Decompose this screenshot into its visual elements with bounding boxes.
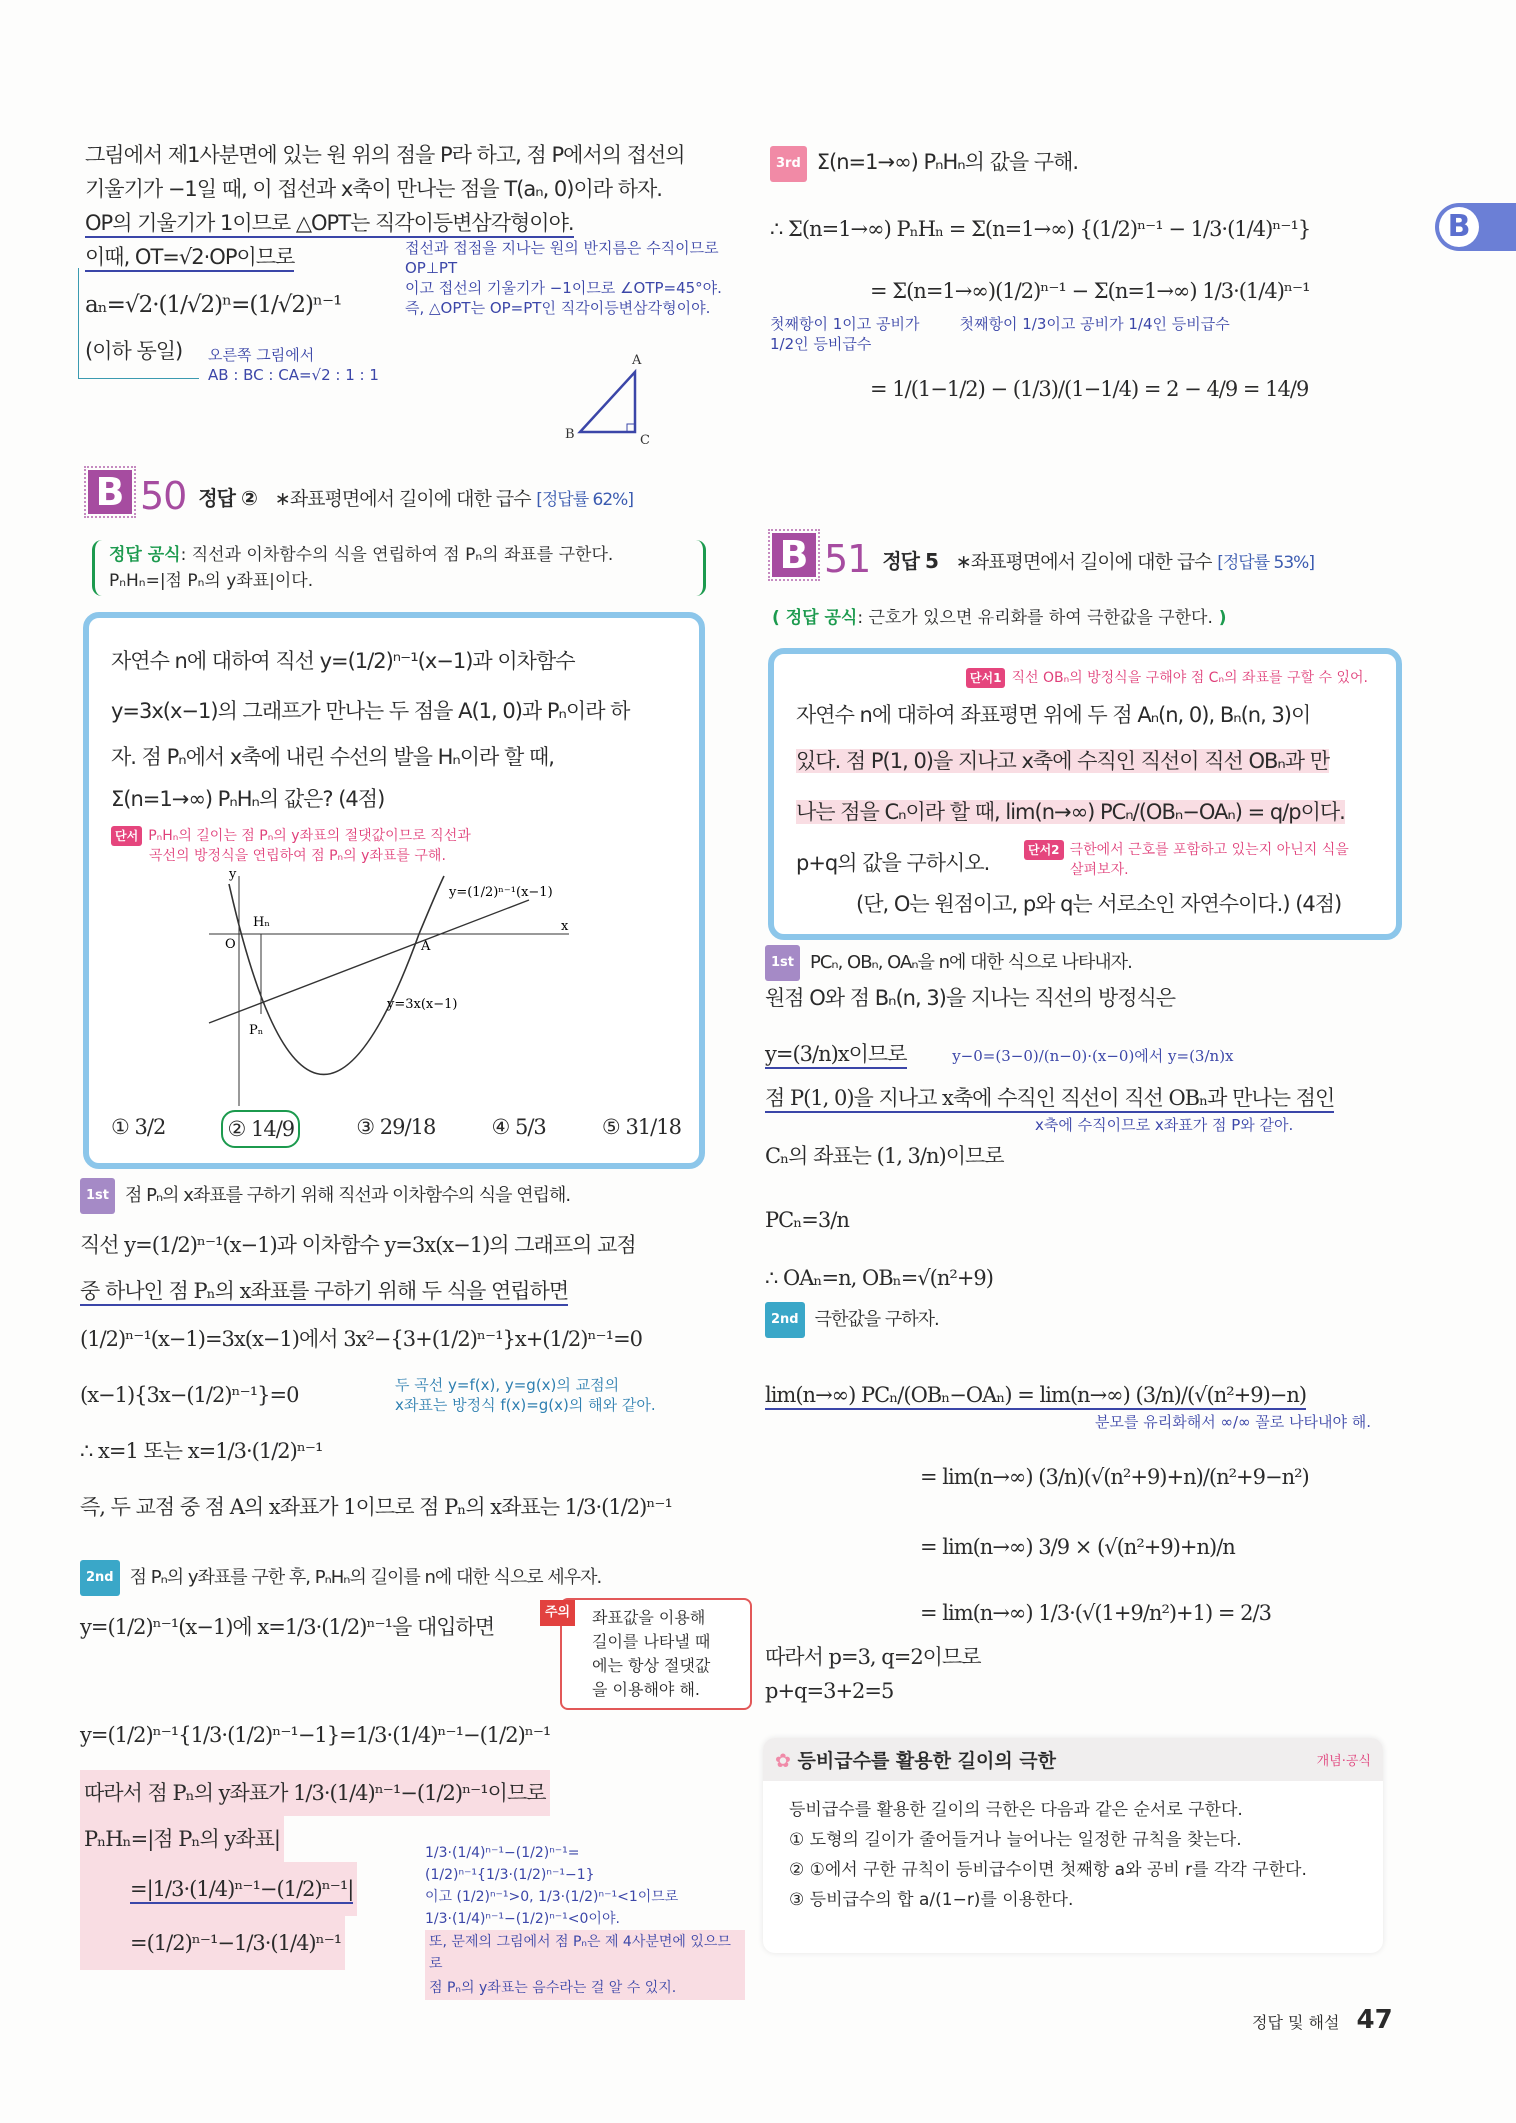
- formula: ∴ OAₙ=n, OBₙ=√(n²+9): [765, 1266, 993, 1290]
- tab-letter: B: [1439, 207, 1479, 247]
- note-line: AB : BC : CA=√2 : 1 : 1: [208, 366, 379, 384]
- step-badge: 2nd: [80, 1560, 120, 1596]
- formula: ∴ x=1 또는 x=1/3·(1/2)ⁿ⁻¹: [80, 1439, 323, 1463]
- origin-label: O: [225, 937, 236, 952]
- hint-line: 곡선의 방정식을 연립하여 점 Pₙ의 y좌표를 구해.: [149, 848, 446, 864]
- hint: [111, 826, 471, 866]
- page-footer: [1252, 2005, 1393, 2035]
- side-note: [425, 1842, 745, 2000]
- highlighted-line: 나는 점을 Cₙ이라 할 때, lim(n→∞) PCₙ/(OBₙ−OAₙ) = q/p이다.: [796, 800, 1345, 824]
- formula-text: PₙHₙ=|점 Pₙ의 y좌표|이다.: [109, 571, 314, 591]
- side-note: x축에 수직이므로 x좌표가 점 P와 같아.: [1035, 1116, 1294, 1134]
- footer-label: 정답 및 해설: [1252, 2013, 1340, 2032]
- b50-problem-box: [83, 612, 705, 1169]
- connector-line: [78, 268, 199, 379]
- b50-header: [88, 470, 633, 517]
- note-line: 두 곡선 y=f(x), y=g(x)의 교점의: [395, 1376, 620, 1394]
- formula: = lim(n→∞) 1/3·(√(1+9/n²)+1) = 2/3: [920, 1601, 1271, 1625]
- choice-5[interactable]: ⑤ 31/18: [601, 1115, 681, 1139]
- b51-step2: [765, 1302, 1371, 1708]
- hint-badge: 단서1: [966, 668, 1006, 688]
- choice-4[interactable]: ④ 5/3: [491, 1115, 546, 1139]
- side-note: y−0=(3−0)/(n−0)·(x−0)에서 y=(3/n)x: [952, 1047, 1234, 1065]
- step-title: PCₙ, OBₙ, OAₙ을 n에 대한 식으로 나타내자.: [810, 952, 1132, 973]
- note-line: 1/2인 등비급수: [770, 335, 872, 353]
- caution-line: 길이를 나타낼 때: [592, 1632, 711, 1651]
- problem-number: 51: [824, 537, 871, 581]
- formula: aₙ=√2·(1/√2)ⁿ=(1/√2)ⁿ⁻¹: [85, 292, 342, 318]
- highlighted-line: 따라서 점 Pₙ의 y좌표가 1/3·(1/4)ⁿ⁻¹−(1/2)ⁿ⁻¹이므로: [80, 1770, 550, 1816]
- underlined-text: 점 P(1, 0)을 지나고 x축에 수직인 직선이 직선 OBₙ과 만나는 점인: [765, 1086, 1334, 1113]
- problem-line: p+q의 값을 구하시오.: [796, 851, 990, 875]
- formula-text: : 근호가 있으면 유리화를 하여 극한값을 구한다.: [857, 608, 1213, 628]
- axis-label: x: [561, 919, 569, 934]
- caution-line: 좌표값을 이용해: [592, 1608, 706, 1627]
- note-line: 첫째항이 1이고 공비가: [770, 315, 920, 333]
- choice-1[interactable]: ① 3/2: [111, 1115, 166, 1139]
- caution-line: 에는 항상 절댓값: [592, 1656, 711, 1675]
- note-line: 오른쪽 그림에서: [208, 346, 315, 364]
- section-tab[interactable]: [1435, 203, 1516, 251]
- flower-icon: ✿: [775, 1750, 791, 1772]
- side-note: [395, 1375, 656, 1415]
- b51-step1: [765, 945, 1334, 1295]
- note-line: 첫째항이 1/3이고 공비가 1/4인 등비급수: [959, 315, 1230, 333]
- concept-line: ① 도형의 길이가 줄어들거나 늘어나는 일정한 규칙을 찾는다.: [789, 1830, 1242, 1850]
- step-title: 점 Pₙ의 y좌표를 구한 후, PₙHₙ의 길이를 n에 대한 식으로 세우자.: [129, 1567, 602, 1588]
- answer-choices: [111, 1110, 681, 1148]
- side-note: 분모를 유리화해서 ∞/∞ 꼴로 나타내야 해.: [1095, 1413, 1372, 1431]
- note-line: 이고 접선의 기울기가 −1이므로 ∠OTP=45°야.: [405, 279, 722, 297]
- note-line: 이고 (1/2)ⁿ⁻¹>0, 1/3·(1/2)ⁿ⁻¹<1이므로: [425, 1889, 679, 1905]
- step-badge: 1st: [765, 945, 800, 981]
- correct-rate: [정답률 62%]: [536, 490, 633, 510]
- highlighted-line: 있다. 점 P(1, 0)을 지나고 x축에 수직인 직선이 직선 OBₙ과 만: [796, 749, 1330, 773]
- concept-line: ② ①에서 구한 규칙이 등비급수이면 첫째항 a와 공비 r를 각각 구한다.: [789, 1860, 1307, 1880]
- hint: [1024, 840, 1349, 880]
- hint-line: 직선 OBₙ의 방정식을 구해야 점 Cₙ의 좌표를 구할 수 있어.: [1011, 670, 1368, 686]
- highlighted-line: PₙHₙ=|점 Pₙ의 y좌표|: [80, 1816, 284, 1862]
- problem-letter: B: [88, 470, 132, 514]
- b51-header: [772, 533, 1314, 580]
- formula: = lim(n→∞) 3/9 × (√(n²+9)+n)/n: [920, 1535, 1235, 1559]
- step-badge: 2nd: [765, 1302, 805, 1338]
- point-label: Hₙ: [253, 915, 270, 930]
- note-line: 접선과 접점을 지나는 원의 반지름은 수직이므로 OP⊥PT: [405, 239, 719, 277]
- hint-line: 극한에서 근호를 포함하고 있는지 아닌지 식을: [1069, 842, 1349, 858]
- formula: = Σ(n=1→∞)(1/2)ⁿ⁻¹ − Σ(n=1→∞) 1/3·(1/4)ⁿ⁻¹: [870, 279, 1310, 303]
- concept-line: 등비급수를 활용한 길이의 극한은 다음과 같은 순서로 구한다.: [789, 1800, 1243, 1820]
- topic: ∗좌표평면에서 길이에 대한 급수: [955, 551, 1212, 573]
- formula: = lim(n→∞) (3/n)(√(n²+9)+n)/(n²+9−n²): [920, 1465, 1309, 1489]
- function-graph: [199, 868, 579, 1108]
- text-line: (이하 동일): [85, 339, 183, 363]
- caution-box: [545, 1598, 752, 1710]
- answer: 정답 ②: [198, 486, 257, 510]
- underlined-text: 중 하나인 점 Pₙ의 x좌표를 구하기 위해 두 식을 연립하면: [80, 1279, 568, 1306]
- formula: 즉, 두 교점 중 점 A의 x좌표가 1이므로 점 Pₙ의 x좌표는 1/3·(1/2)ⁿ⁻¹: [80, 1495, 672, 1519]
- hint-badge: 단서: [111, 826, 142, 846]
- caution-badge: 주의: [540, 1600, 575, 1626]
- vertex-label: C: [640, 433, 650, 445]
- formula: lim(n→∞) PCₙ/(OBₙ−OAₙ) = lim(n→∞) (3/n)/(√(n²+9)−n): [765, 1383, 1306, 1410]
- step-badge: 3rd: [770, 146, 807, 182]
- text-line: p+q=3+2=5: [765, 1679, 894, 1703]
- formula-label: 정답 공식: [785, 608, 858, 628]
- note-line: x좌표는 방정식 f(x)=g(x)의 해와 같아.: [395, 1396, 656, 1414]
- note-line: 1/3·(1/4)ⁿ⁻¹−(1/2)ⁿ⁻¹=(1/2)ⁿ⁻¹{1/3·(1/2)ⁿ⁻¹−1}: [425, 1845, 595, 1883]
- answer: 정답 5: [882, 549, 938, 573]
- text-line: 직선 y=(1/2)ⁿ⁻¹(x−1)과 이차함수 y=3x(x−1)의 그래프의 교점: [80, 1233, 636, 1257]
- formula: = 1/(1−1/2) − (1/3)/(1−1/4) = 2 − 4/9 = 14/9: [870, 377, 1309, 401]
- concept-box: [763, 1738, 1383, 1953]
- curve-label: y=(1/2)ⁿ⁻¹(x−1): [449, 885, 553, 900]
- text-line: 기울기가 −1일 때, 이 접선과 x축이 만나는 점을 T(aₙ, 0)이라 하자.: [85, 177, 662, 201]
- note-line: 1/3·(1/4)ⁿ⁻¹−(1/2)ⁿ⁻¹<0이야.: [425, 1911, 620, 1927]
- note-line: 즉, △OPT는 OP=PT인 직각이등변삼각형이야.: [405, 299, 711, 317]
- text-line: 그림에서 제1사분면에 있는 원 위의 점을 P라 하고, 점 P에서의 접선의: [85, 143, 685, 167]
- point-label: Pₙ: [249, 1023, 264, 1038]
- step-3rd: [770, 145, 1310, 406]
- step-title: Σ(n=1→∞) PₙHₙ의 값을 구해.: [816, 150, 1079, 174]
- b51-formula-box: ( 정답 공식: 근호가 있으면 유리화를 하여 극한값을 구한다. ): [772, 608, 1227, 628]
- vertex-label: A: [632, 353, 642, 368]
- step-badge: 1st: [80, 1178, 115, 1214]
- choice-3[interactable]: ③ 29/18: [356, 1115, 436, 1139]
- problem-line: (단, O는 원점이고, p와 q는 서로소인 자연수이다.) (4점): [856, 892, 1342, 916]
- problem-letter: B: [772, 533, 816, 577]
- problem-line: Σ(n=1→∞) PₙHₙ의 값은? (4점): [111, 787, 385, 811]
- b50-formula-box: [92, 540, 706, 596]
- concept-title: 등비급수를 활용한 길이의 극한: [797, 1750, 1056, 1772]
- formula-label: 정답 공식: [109, 545, 181, 565]
- step-title: 점 Pₙ의 x좌표를 구하기 위해 직선과 이차함수의 식을 연립해.: [125, 1185, 571, 1206]
- axis-label: y: [229, 868, 237, 882]
- formula: PCₙ=3/n: [765, 1208, 849, 1232]
- problem-line: 자연수 n에 대하여 좌표평면 위에 두 점 Aₙ(n, 0), Bₙ(n, 3)이: [796, 703, 1311, 727]
- concept-line: ③ 등비급수의 합 a/(1−r)를 이용한다.: [789, 1890, 1074, 1910]
- formula: y=(1/2)ⁿ⁻¹(x−1)에 x=1/3·(1/2)ⁿ⁻¹을 대입하면: [80, 1615, 495, 1639]
- side-note: [770, 314, 1310, 354]
- highlighted-line: =(1/2)ⁿ⁻¹−1/3·(1/4)ⁿ⁻¹: [80, 1916, 345, 1970]
- step-title: 극한값을 구하자.: [814, 1309, 939, 1330]
- triangle-diagram: [560, 350, 660, 445]
- hint-line: PₙHₙ의 길이는 점 Pₙ의 y좌표의 절댓값이므로 직선과: [148, 828, 471, 844]
- problem-number: 50: [140, 474, 187, 518]
- point-label: A: [421, 939, 431, 954]
- side-note: [405, 238, 750, 318]
- underlined-text: =|1/3·(1/4)ⁿ⁻¹−(1/2)ⁿ⁻¹|: [130, 1877, 353, 1904]
- note-line: 점 Pₙ의 y좌표는 음수라는 걸 알 수 있지.: [425, 1976, 745, 2000]
- underlined-text: OP의 기울기가 1이므로 △OPT는 직각이등변삼각형이야.: [85, 211, 574, 238]
- formula: (x−1){3x−(1/2)ⁿ⁻¹}=0: [80, 1383, 299, 1407]
- note-line: 또, 문제의 그림에서 점 Pₙ은 제 4사분면에 있으므로: [425, 1930, 745, 1976]
- hint-line: 살펴보자.: [1070, 862, 1129, 878]
- topic: ∗좌표평면에서 길이에 대한 급수: [274, 488, 531, 510]
- choice-2-selected[interactable]: ② 14/9: [221, 1110, 300, 1148]
- formula: (1/2)ⁿ⁻¹(x−1)=3x(x−1)에서 3x²−{3+(1/2)ⁿ⁻¹}x+(1/2)ⁿ⁻¹=0: [80, 1327, 643, 1351]
- formula: Cₙ의 좌표는 (1, 3/n)이므로: [765, 1144, 1004, 1168]
- curve-label: y=3x(x−1): [387, 997, 458, 1012]
- problem-line: y=3x(x−1)의 그래프가 만나는 두 점을 A(1, 0)과 Pₙ이라 하: [111, 699, 630, 723]
- page-number: 47: [1356, 2005, 1393, 2035]
- hint: [966, 668, 1368, 688]
- b51-problem-box: [768, 648, 1402, 940]
- formula-text: : 직선과 이차함수의 식을 연립하여 점 Pₙ의 좌표를 구한다.: [180, 545, 614, 565]
- problem-line: 자. 점 Pₙ에서 x축에 내린 수선의 발을 Hₙ이라 할 때,: [111, 745, 554, 769]
- b50-step1: [80, 1178, 672, 1524]
- text-line: 따라서 p=3, q=2이므로: [765, 1645, 981, 1669]
- caution-line: 을 이용해야 해.: [592, 1680, 700, 1699]
- hint-badge: 단서2: [1024, 840, 1064, 860]
- text-line: [85, 206, 685, 240]
- underlined-text: 이때, OT=√2·OP이므로: [85, 245, 294, 272]
- correct-rate: [정답률 53%]: [1217, 553, 1314, 573]
- text-line: 원점 O와 점 Bₙ(n, 3)을 지나는 직선의 방정식은: [765, 986, 1176, 1010]
- concept-tag: 개념·공식: [1316, 1754, 1371, 1769]
- problem-line: 자연수 n에 대하여 직선 y=(1/2)ⁿ⁻¹(x−1)과 이차함수: [111, 649, 575, 673]
- formula: y=(1/2)ⁿ⁻¹{1/3·(1/2)ⁿ⁻¹−1}=1/3·(1/4)ⁿ⁻¹−(1/2)ⁿ⁻¹: [80, 1723, 551, 1747]
- formula: ∴ Σ(n=1→∞) PₙHₙ = Σ(n=1→∞) {(1/2)ⁿ⁻¹ − 1/3·(1/4)ⁿ⁻¹}: [770, 217, 1311, 241]
- underlined-text: y=(3/n)x이므로: [765, 1042, 907, 1069]
- side-note: [208, 345, 379, 385]
- vertex-label: B: [565, 427, 575, 442]
